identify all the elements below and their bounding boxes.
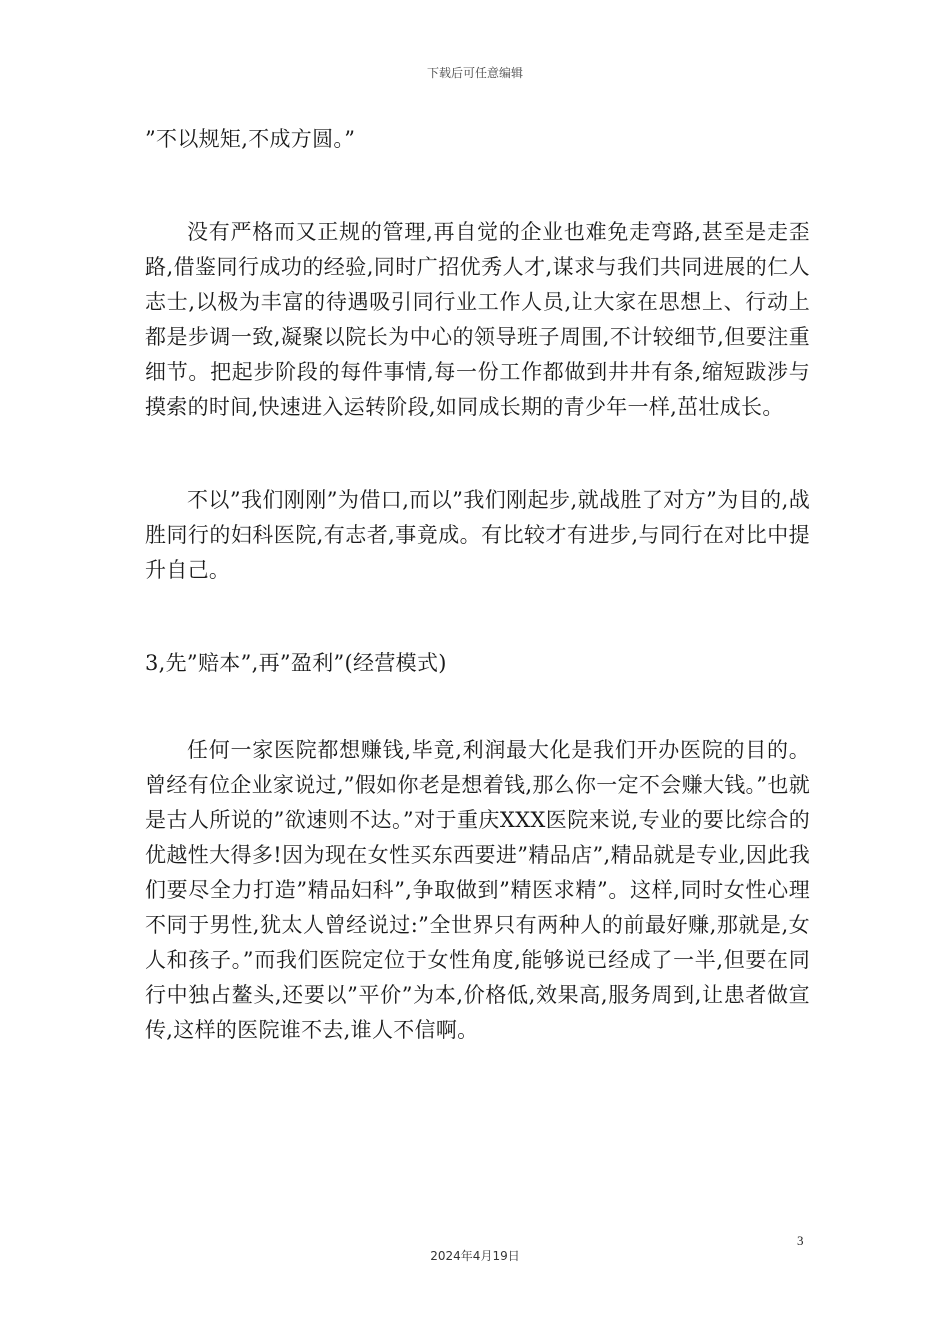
management-paragraph: 没有严格而又正规的管理,再自觉的企业也难免走弯路,甚至是走歪路,借鉴同行成功的经验,同时广招优秀人才,谋求与我们共同进展的仁人志士,以极为丰富的待遇吸引同行业工作人员,让大家在思想上、行动上都是步调一致,凝聚以院长为中心的领导班子周围,不计较细节,但要注重细节。把起步阶段的每件事情,每一份工作都做到井井有条,缩短跋涉与摸索的时间,快速进入运转阶段,如同成长期的青少年一样,茁壮成长。 xyxy=(145,220,810,419)
page-header: 下载后可任意编辑 xyxy=(426,66,523,80)
business-model-paragraph: 任何一家医院都想赚钱,毕竟,利润最大化是我们开办医院的目的。曾经有位企业家说过,”假如你老是想着钱,那么你一定不会赚大钱。”也就是古人所说的”欲速则不达。”对于重庆XXX医院来说,专业的要比综合的优越性大得多!因为现在女性买东西要进”精品店”,精品就是专业,因此我们要尽全力打造”精品妇科”,争取做到”精医求精”。这样,同时女性心理不同于男性,犹太人曾经说过:”全世界只有两种人的前最好赚,那就是,女人和孩子。”而我们医院定位于女性角度,能够说已经成了一半,但要在同行中独占鳌头,还要以”平价”为本,价格低,效果高,服务周到,让患者做宣传,这样的医院谁不去,谁人不信啊。 xyxy=(145,738,810,1042)
paragraph-gap xyxy=(145,157,810,215)
section-heading: 3,先”赔本”,再”盈利”(经营模式) xyxy=(145,651,447,675)
quote-paragraph: ”不以规矩,不成方圆。” xyxy=(145,127,356,151)
competition-paragraph: 不以”我们刚刚”为借口,而以”我们刚起步,就战胜了对方”为目的,战胜同行的妇科医院,有志者,事竟成。有比较才有进步,与同行在对比中提升自己。 xyxy=(145,488,810,582)
document-body xyxy=(145,122,810,1048)
paragraph-gap xyxy=(145,681,810,733)
paragraph-gap xyxy=(145,425,810,483)
page-footer-date: 2024年4月19日 xyxy=(430,1249,520,1263)
paragraph-gap xyxy=(145,588,810,646)
page-number: 3 xyxy=(797,1233,804,1248)
